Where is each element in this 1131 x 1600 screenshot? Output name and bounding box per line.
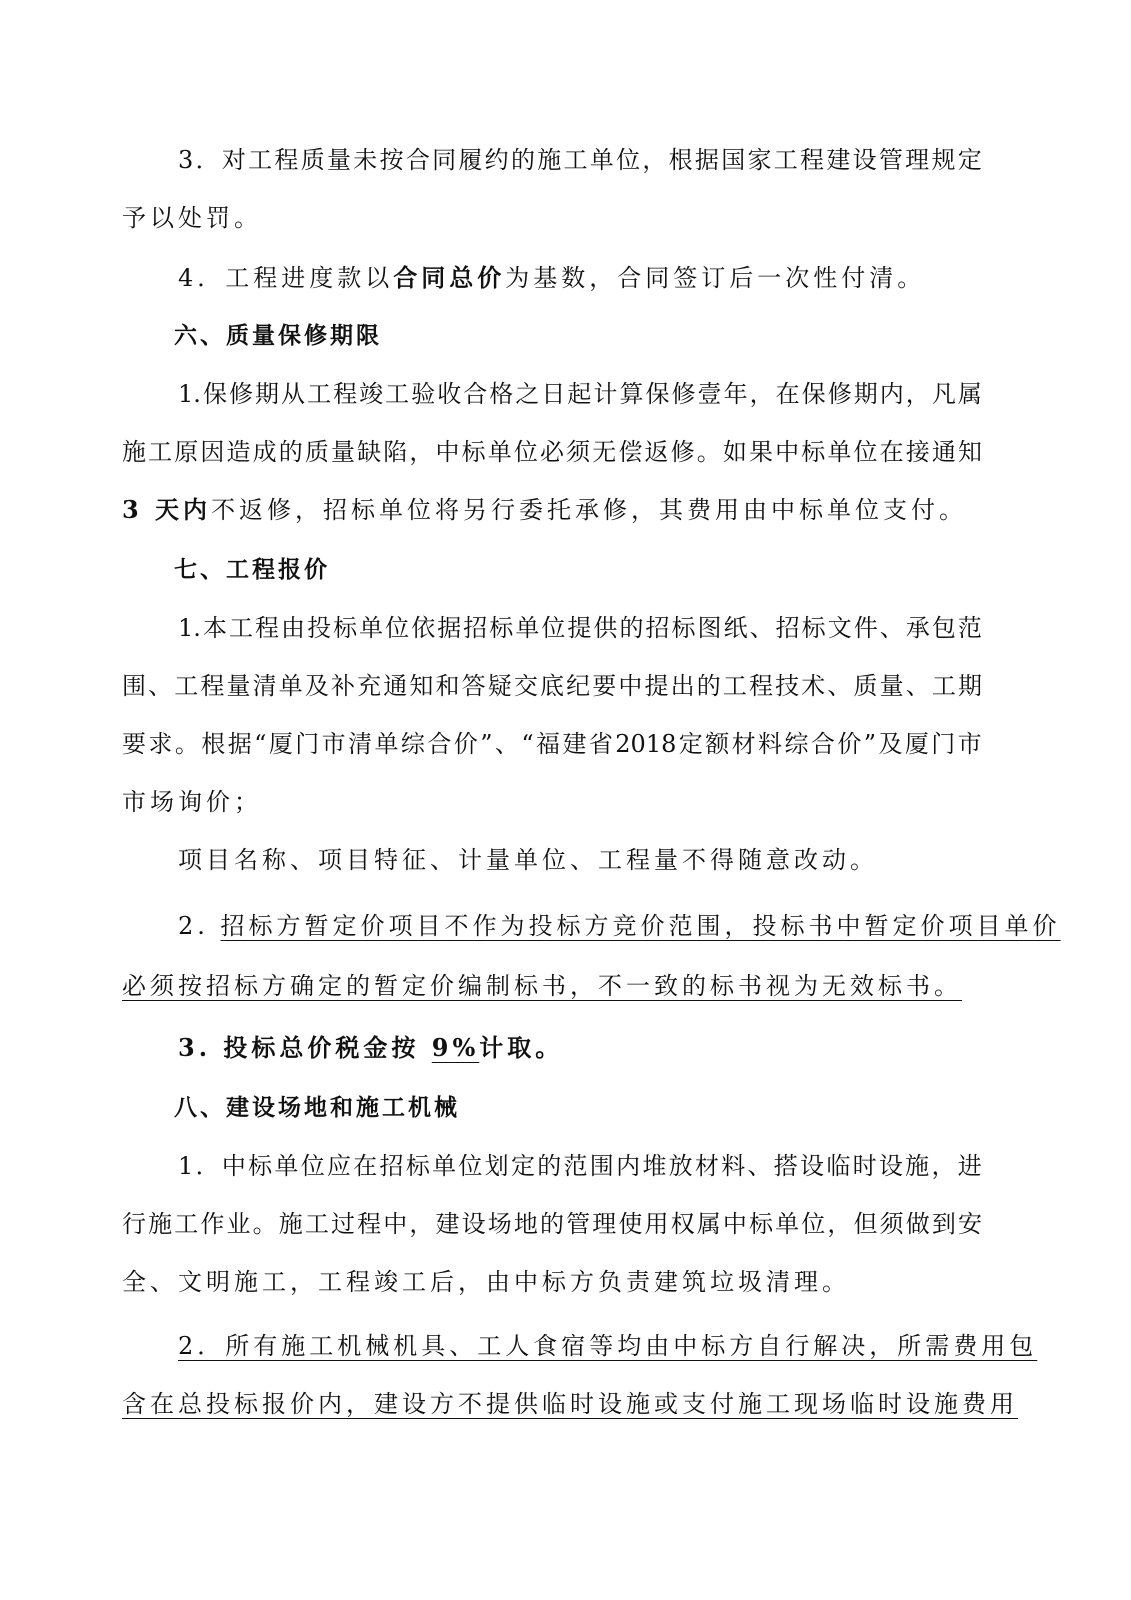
char: 地: [513, 1210, 538, 1238]
char: 工: [931, 672, 956, 700]
char: 综: [784, 730, 809, 758]
char: 及: [878, 730, 903, 758]
char: 程: [274, 146, 299, 174]
char: ，: [409, 1210, 434, 1238]
char: 应: [326, 1152, 351, 1180]
char: 据: [437, 614, 462, 642]
section-7-2-underlined-1: 招标方暂定价项目不作为投标方竞价范围，投标书中暂定价项目单价: [220, 912, 1061, 940]
char: 修: [827, 380, 852, 408]
section-7-1-line-2: [122, 670, 982, 702]
char: 知: [958, 438, 982, 466]
char: 标: [671, 614, 696, 642]
char: ”: [480, 730, 493, 758]
clause-3-line-1: [178, 144, 982, 176]
char: 及: [304, 672, 329, 700]
char: 标: [461, 438, 486, 466]
char: 底: [540, 672, 564, 700]
char: 图: [697, 614, 722, 642]
char: 提: [567, 614, 592, 642]
char: 程: [200, 672, 225, 700]
char: 位: [616, 146, 641, 174]
char: 工: [174, 1210, 199, 1238]
char: 量: [226, 672, 251, 700]
char: 工: [385, 380, 410, 408]
char: ．: [195, 146, 220, 174]
char: 安: [958, 1210, 982, 1238]
char: 之: [515, 380, 540, 408]
char: 通: [383, 672, 408, 700]
char: 件: [853, 614, 878, 642]
char: 标: [333, 614, 358, 642]
char: 知: [409, 672, 434, 700]
char: 3: [178, 146, 194, 174]
char: 、: [905, 672, 930, 700]
char: 、: [827, 672, 852, 700]
char: 用: [644, 1210, 669, 1238]
char: 材: [731, 730, 756, 758]
char: 疑: [487, 672, 512, 700]
char: 中: [775, 438, 800, 466]
char: 1.: [178, 614, 201, 642]
char: 程: [255, 614, 279, 642]
char: 福: [536, 730, 561, 758]
char: 据: [227, 730, 252, 758]
char: 在: [775, 380, 800, 408]
char: 质: [304, 438, 329, 466]
char: 成: [252, 438, 277, 466]
char: 属: [957, 380, 982, 408]
char: 验: [411, 380, 436, 408]
char: 偿: [618, 438, 643, 466]
section-8-1-line-1: [178, 1150, 982, 1182]
char: 理: [592, 1210, 617, 1238]
char: 质: [853, 672, 878, 700]
char: 业: [226, 1210, 251, 1238]
char: 未: [353, 146, 378, 174]
char: 施: [905, 1152, 930, 1180]
char: “: [521, 730, 534, 758]
char: 围: [589, 1152, 614, 1180]
char: 陷: [383, 438, 408, 466]
char: 文: [827, 614, 852, 642]
char: 工: [304, 1210, 329, 1238]
char: 管: [878, 146, 903, 174]
char: 因: [200, 438, 225, 466]
char: 竣: [359, 380, 384, 408]
char: 1: [178, 1152, 194, 1180]
char: 单: [515, 614, 540, 642]
char: 造: [226, 438, 251, 466]
char: 出: [670, 672, 695, 700]
char: 期: [958, 672, 982, 700]
char: 位: [300, 1152, 325, 1180]
char: 中: [435, 438, 460, 466]
char: 额: [705, 730, 730, 758]
char: ，: [749, 380, 774, 408]
char: 中: [221, 1152, 246, 1180]
char: 施: [537, 146, 562, 174]
char: 单: [274, 1152, 299, 1180]
char: 门: [295, 730, 320, 758]
char: 位: [853, 438, 878, 466]
section-6-1-line-3: [122, 494, 967, 526]
char: 单: [775, 1210, 800, 1238]
char: 的: [510, 146, 535, 174]
char: 划: [484, 1152, 509, 1180]
section-6-1-bold: 3 天内: [122, 495, 212, 524]
char: 1.: [178, 380, 201, 408]
char: 纪: [566, 672, 591, 700]
char: 的: [696, 672, 721, 700]
char: 接: [905, 438, 930, 466]
char: 材: [694, 1152, 719, 1180]
char: 格: [489, 380, 514, 408]
char: 规: [931, 146, 956, 174]
char: 单: [374, 730, 399, 758]
char: 。: [174, 730, 199, 758]
section-7-1-line-4: 市场询价；: [122, 788, 262, 816]
char: 国: [721, 146, 746, 174]
char: 合: [427, 730, 452, 758]
char: 过: [331, 1210, 355, 1238]
char: 设: [461, 1210, 486, 1238]
char: ．: [195, 1152, 220, 1180]
char: 设: [800, 1152, 825, 1180]
char: 工: [148, 438, 173, 466]
char: 定: [510, 1152, 535, 1180]
char: 行: [122, 1210, 146, 1238]
char: 同: [432, 146, 457, 174]
char: 对: [221, 146, 246, 174]
char: 施: [148, 1210, 173, 1238]
char: 标: [749, 1210, 773, 1238]
char: 起: [567, 380, 592, 408]
char: 供: [593, 614, 618, 642]
char: 工: [722, 672, 747, 700]
section-7-2-line-2: 必须按招标方确定的暂定价编制标书，不一致的标书视为无效标书。: [122, 972, 962, 1000]
char: 、: [494, 730, 519, 758]
char: 招: [645, 614, 670, 642]
char: 纸: [723, 614, 748, 642]
char: 由: [281, 614, 306, 642]
char: 年: [723, 380, 748, 408]
char: 依: [411, 614, 436, 642]
char: 作: [200, 1210, 225, 1238]
char: 修: [671, 380, 696, 408]
char: 技: [775, 672, 800, 700]
char: 中: [383, 1210, 408, 1238]
section-8-1-line-3: 全、文明施工，工程竣工后，由中标方负责建筑垃圾清理。: [122, 1268, 850, 1296]
char: 修: [228, 380, 253, 408]
char: 、: [749, 614, 774, 642]
char: 堆: [642, 1152, 667, 1180]
char: 料: [721, 1152, 746, 1180]
char: 工: [228, 614, 253, 642]
char: 单: [432, 1152, 457, 1180]
char: 工: [248, 146, 273, 174]
section-6-1-line-1: [178, 378, 982, 410]
char: 日: [541, 380, 566, 408]
char: 2018: [615, 730, 677, 758]
clause-4-bold: 合同总价: [393, 263, 506, 292]
char: 根: [668, 146, 693, 174]
char: 中: [618, 672, 643, 700]
char: 工: [174, 672, 199, 700]
char: 招: [379, 1152, 404, 1180]
char: 厦: [904, 730, 929, 758]
char: 无: [592, 438, 617, 466]
char: 建: [562, 730, 587, 758]
char: 保: [202, 380, 227, 408]
char: 据: [694, 146, 719, 174]
char: 清: [252, 672, 277, 700]
char: 综: [400, 730, 425, 758]
char: 质: [300, 146, 325, 174]
char: 内: [616, 1152, 641, 1180]
char: 保: [801, 380, 826, 408]
char: 合: [810, 730, 835, 758]
char: 定: [957, 146, 982, 174]
char: ，: [409, 438, 434, 466]
char: 使: [618, 1210, 643, 1238]
char: 包: [931, 614, 956, 642]
char: 位: [385, 614, 410, 642]
char: 做: [905, 1210, 930, 1238]
char: 求: [148, 730, 173, 758]
clause-4-pre: 4．工程进度款以: [178, 264, 394, 292]
char: 进: [957, 1152, 982, 1180]
char: 术: [801, 672, 826, 700]
clause-4-post: 为基数，合同签订后一次性付清。: [505, 264, 926, 292]
heading-section-8: 八、建设场地和施工机械: [174, 1095, 460, 1121]
char: 投: [307, 614, 332, 642]
char: 放: [668, 1152, 693, 1180]
char: 须: [879, 1210, 904, 1238]
section-7-2-num: 2.: [178, 912, 221, 940]
char: 量: [331, 438, 355, 466]
char: 范: [957, 614, 982, 642]
char: 标: [405, 1152, 430, 1180]
char: 要: [592, 672, 617, 700]
section-7-3-pre: 3. 投标总价税金按: [178, 1033, 432, 1062]
char: 合: [463, 380, 488, 408]
char: 市: [957, 730, 982, 758]
char: 合: [405, 146, 430, 174]
char: 缺: [357, 438, 382, 466]
char: 场: [487, 1210, 512, 1238]
char: 标: [801, 438, 826, 466]
char: ，: [827, 1210, 852, 1238]
char: 、: [879, 614, 904, 642]
char: 招: [775, 614, 800, 642]
char: 交: [513, 672, 538, 700]
char: 本: [202, 614, 227, 642]
section-7-3-post: 计取。: [479, 1033, 564, 1062]
char: 程: [357, 1210, 382, 1238]
char: ，: [642, 146, 667, 174]
char: 量: [879, 672, 904, 700]
char: 属: [696, 1210, 721, 1238]
char: 和: [435, 672, 460, 700]
char: 壹: [697, 380, 722, 408]
char: 临: [826, 1152, 851, 1180]
char: 工: [773, 146, 798, 174]
char: 位: [513, 438, 538, 466]
char: 收: [437, 380, 462, 408]
clause-4: [178, 262, 925, 294]
char: 算: [619, 380, 644, 408]
char: 在: [879, 438, 904, 466]
char: 定: [678, 730, 703, 758]
section-8-1-line-2: [122, 1208, 982, 1240]
char: 但: [853, 1210, 878, 1238]
char: 、: [747, 1152, 772, 1180]
char: 设: [878, 1152, 903, 1180]
char: 标: [248, 1152, 273, 1180]
char: 的: [278, 438, 303, 466]
char: 料: [758, 730, 783, 758]
char: 须: [566, 438, 591, 466]
char: 约: [484, 146, 509, 174]
char: 补: [331, 672, 355, 700]
heading-section-6: 六、质量保修期限: [174, 323, 382, 349]
char: “: [254, 730, 267, 758]
char: 厦: [268, 730, 293, 758]
char: 建: [826, 146, 851, 174]
char: 内: [879, 380, 904, 408]
char: 原: [174, 438, 199, 466]
char: 时: [852, 1152, 877, 1180]
char: 位: [801, 1210, 826, 1238]
section-7-1-line-3: [122, 728, 982, 760]
char: 价: [453, 730, 478, 758]
char: 。: [696, 438, 721, 466]
char: 市: [321, 730, 346, 758]
char: 施: [278, 1210, 303, 1238]
char: 家: [747, 146, 772, 174]
clause-3-line-2: 予以处罚。: [122, 204, 262, 232]
char: ，: [905, 380, 930, 408]
section-7-3-rate: 9%: [431, 1033, 480, 1062]
char: 价: [837, 730, 862, 758]
char: 建: [435, 1210, 460, 1238]
char: 标: [801, 614, 826, 642]
char: 权: [670, 1210, 695, 1238]
char: 期: [853, 380, 878, 408]
char: 的: [537, 1152, 562, 1180]
char: 量: [326, 146, 351, 174]
char: 履: [458, 146, 483, 174]
char: 位: [458, 1152, 483, 1180]
char: 、: [148, 672, 173, 700]
char: 施: [122, 438, 146, 466]
char: 按: [379, 146, 404, 174]
char: 程: [333, 380, 358, 408]
char: ”: [863, 730, 877, 758]
heading-section-7: 七、工程报价: [174, 557, 330, 583]
char: 标: [489, 614, 514, 642]
char: 单: [278, 672, 303, 700]
char: 必: [540, 438, 564, 466]
char: 理: [905, 146, 930, 174]
char: 返: [644, 438, 669, 466]
section-7-2-line-1: [178, 910, 1061, 942]
char: 省: [588, 730, 613, 758]
char: 的: [619, 614, 644, 642]
char: 设: [852, 146, 877, 174]
char: 单: [827, 438, 852, 466]
section-8-2-line-1: 2．所有施工机械机具、工人食宿等均由中标方自行解决，所需费用包: [178, 1332, 1038, 1360]
char: 的: [540, 1210, 564, 1238]
char: 如: [722, 438, 747, 466]
char: 搭: [773, 1152, 798, 1180]
char: 工: [563, 146, 588, 174]
char: 清: [348, 730, 373, 758]
char: 期: [255, 380, 279, 408]
char: 到: [931, 1210, 956, 1238]
char: 单: [359, 614, 384, 642]
char: 程: [800, 146, 825, 174]
char: 凡: [931, 380, 956, 408]
char: 程: [749, 672, 773, 700]
char: 计: [593, 380, 618, 408]
char: 围: [122, 672, 146, 700]
char: 位: [541, 614, 566, 642]
section-6-1-line-2: [122, 436, 982, 468]
char: 保: [645, 380, 670, 408]
char: 根: [201, 730, 226, 758]
char: 单: [589, 146, 614, 174]
char: ，: [931, 1152, 956, 1180]
char: 从: [281, 380, 306, 408]
char: 通: [931, 438, 956, 466]
char: 单: [487, 438, 512, 466]
section-7-1-line-1: [178, 612, 982, 644]
char: 修: [670, 438, 695, 466]
char: 果: [749, 438, 773, 466]
char: 招: [463, 614, 488, 642]
char: 要: [122, 730, 146, 758]
char: 在: [353, 1152, 378, 1180]
section-7-1-line-5: 项目名称、项目特征、计量单位、工程量不得随意改动。: [178, 846, 878, 874]
char: 答: [461, 672, 486, 700]
char: 。: [252, 1210, 277, 1238]
char: 提: [644, 672, 669, 700]
char: 范: [563, 1152, 588, 1180]
char: 中: [722, 1210, 747, 1238]
char: 承: [905, 614, 930, 642]
char: 工: [307, 380, 332, 408]
section-7-3: [178, 1032, 563, 1064]
char: 管: [566, 1210, 591, 1238]
section-6-1-post: 不返修，招标单位将另行委托承修，其费用由中标单位支付。: [211, 496, 968, 524]
char: 充: [357, 672, 382, 700]
section-8-2-line-2: 含在总投标报价内，建设方不提供临时设施或支付施工现场临时设施费用: [122, 1390, 1018, 1418]
char: 门: [931, 730, 956, 758]
